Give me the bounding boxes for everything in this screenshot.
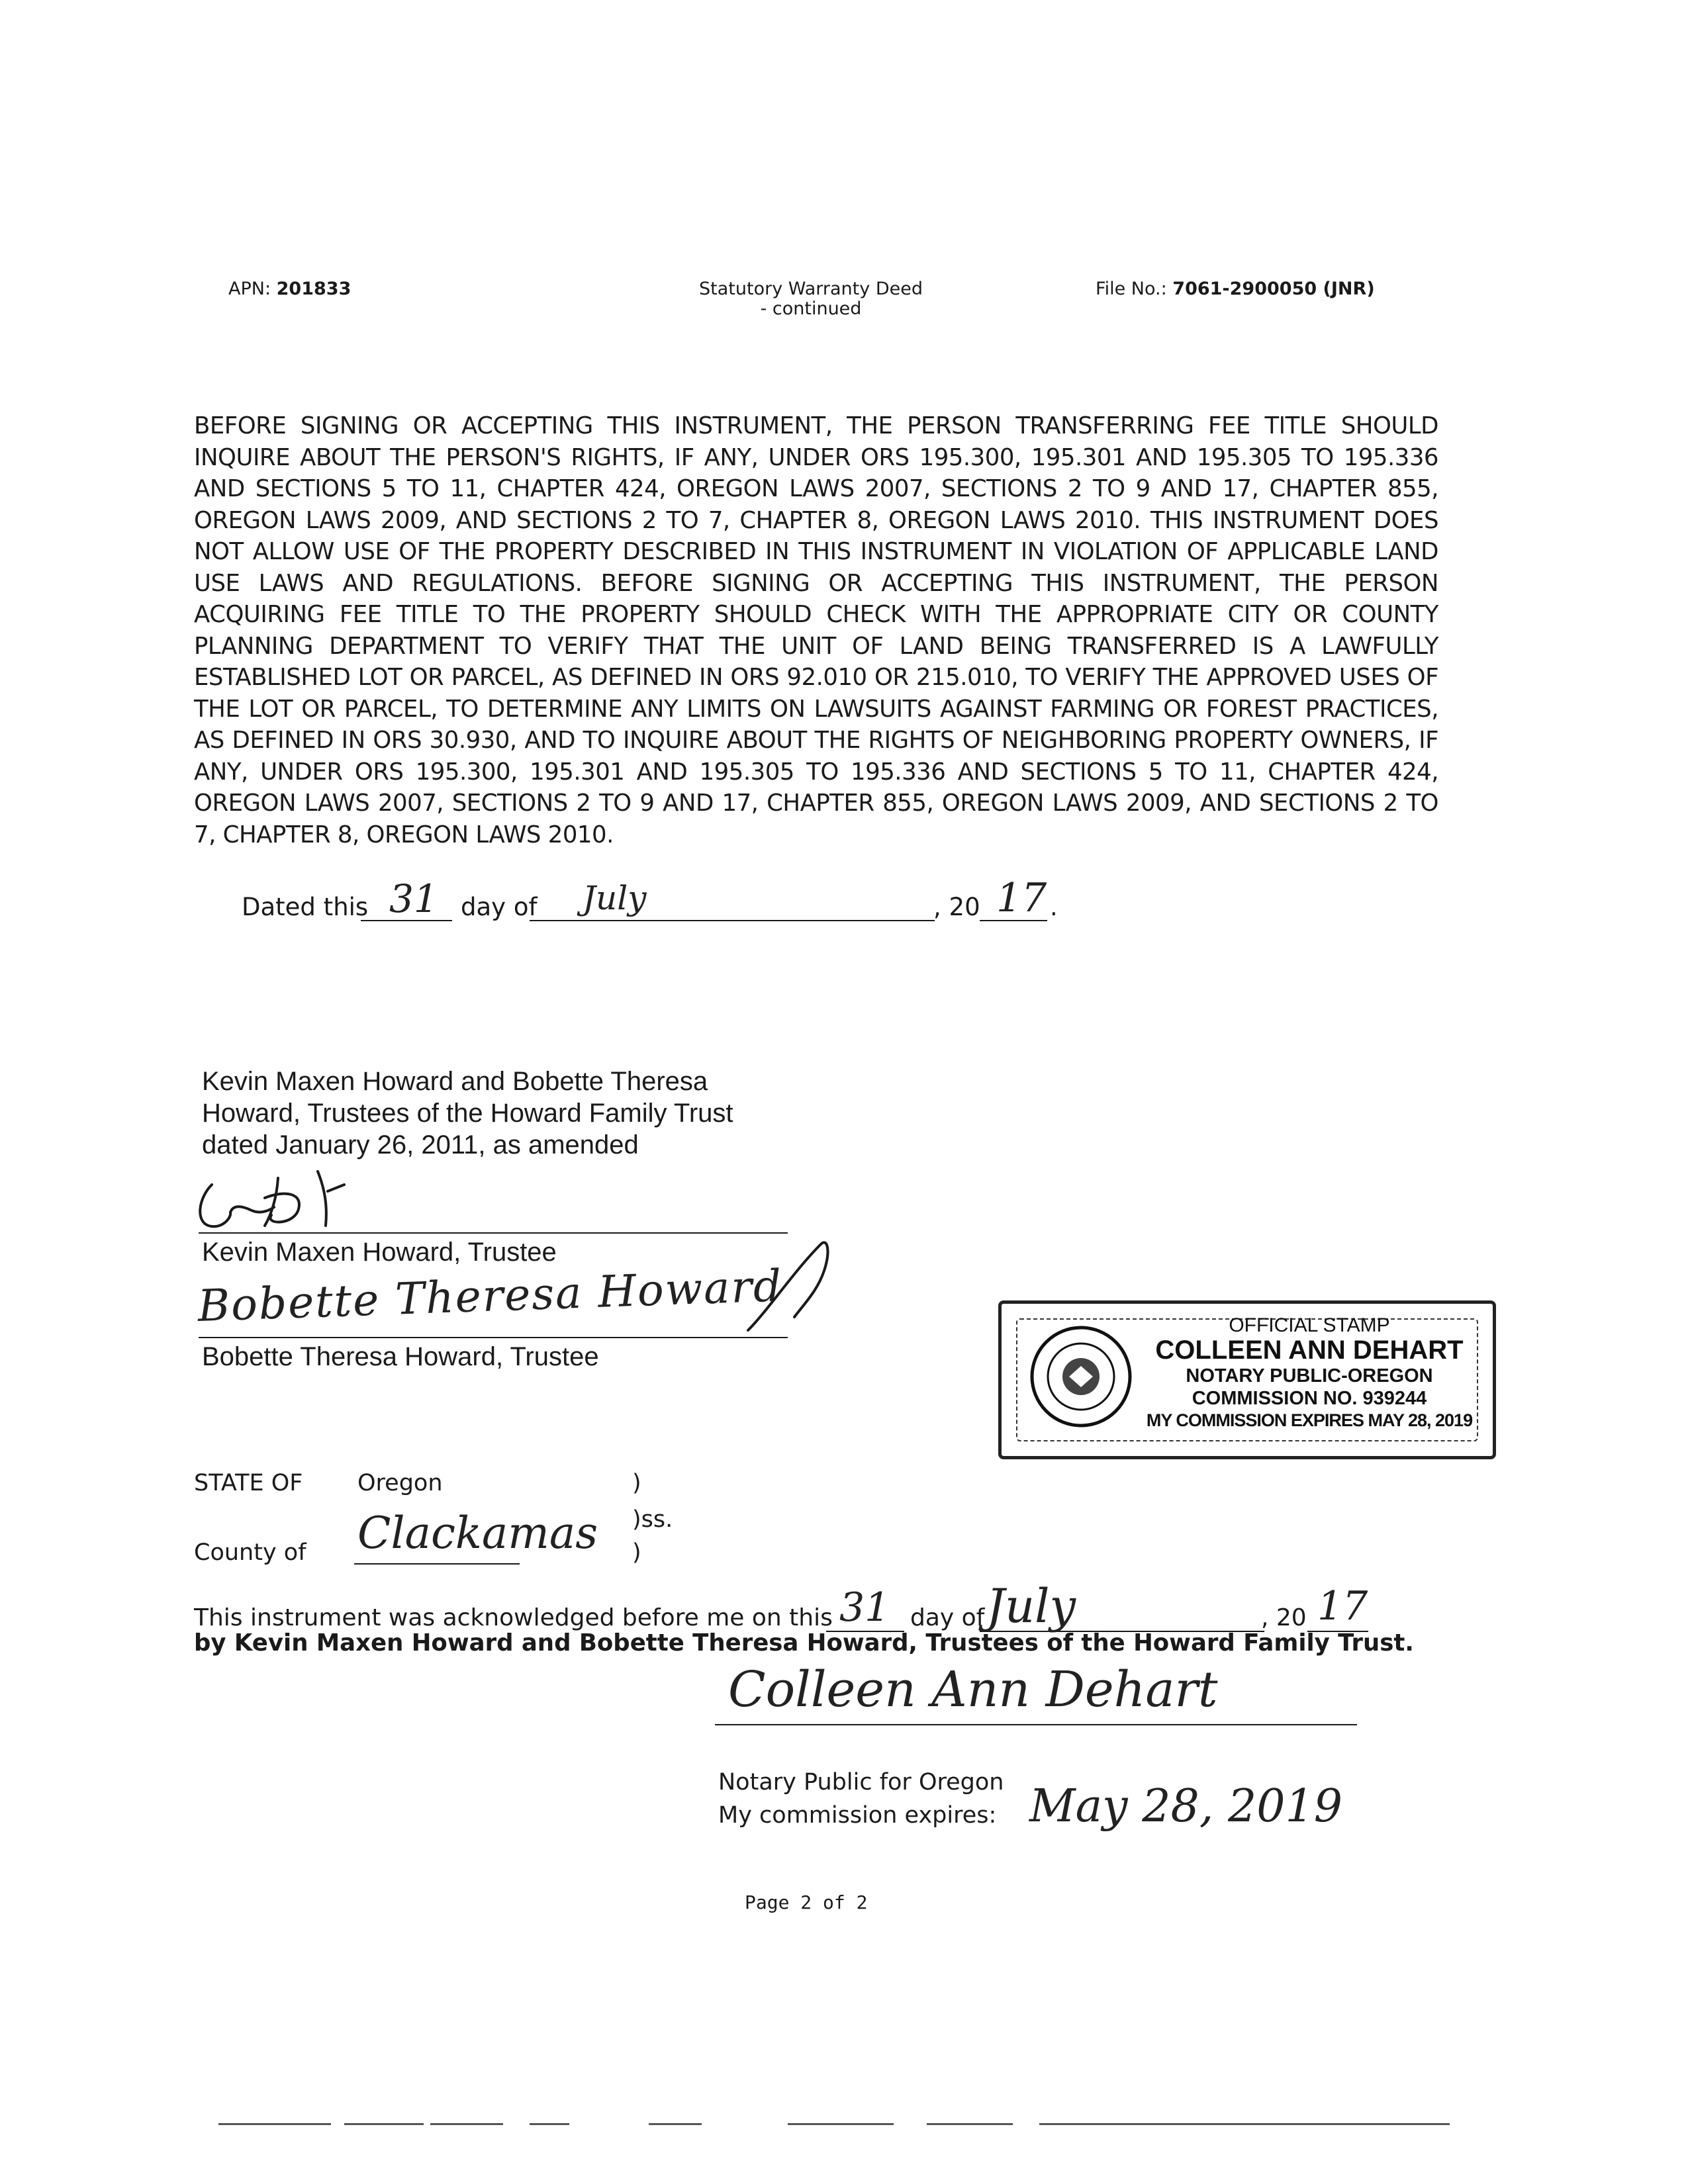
ack-by-line — [194, 1629, 1414, 1657]
county-underline — [354, 1563, 520, 1565]
stamp-line-5: MY COMMISSION EXPIRES MAY 28, 2019 — [1146, 1410, 1473, 1430]
signer-1: Kevin Maxen Howard, Trustee — [202, 1238, 557, 1267]
dated-month-handwritten: July — [583, 879, 647, 917]
dated-day-of: day of — [461, 893, 538, 921]
ack-by-label: by — [194, 1629, 226, 1657]
dated-prefix: Dated this — [242, 893, 369, 921]
notary-expires-handwritten: May 28, 2019 — [1029, 1780, 1343, 1833]
venue-ss: )ss. — [632, 1506, 673, 1533]
grantor-line-1: Kevin Maxen Howard and Bobette Theresa — [202, 1067, 708, 1096]
document-title-line: Statutory Warranty Deed — [699, 279, 923, 299]
grantor-line-3: dated January 26, 2011, as amended — [202, 1130, 639, 1160]
notary-signature: Colleen Ann Dehart — [728, 1661, 1218, 1718]
grantor-line-2: Howard, Trustees of the Howard Family Trust — [202, 1099, 733, 1128]
file-label: File No.: — [1096, 279, 1167, 299]
state-seal-icon — [1028, 1324, 1134, 1430]
ack-day-of: day of — [910, 1604, 985, 1631]
dated-year-handwritten: 17 — [996, 875, 1047, 921]
file-number — [1096, 279, 1375, 299]
signature-line-2 — [199, 1337, 788, 1338]
notary-stamp-text — [1141, 1316, 1478, 1431]
venue-paren-1: ) — [632, 1470, 641, 1496]
notary-stamp — [998, 1300, 1496, 1459]
document-subtitle: - continued — [760, 298, 862, 319]
apn — [228, 279, 351, 299]
state-value: Oregon — [357, 1470, 443, 1496]
file-value: 7061-2900050 (JNR) — [1172, 279, 1375, 299]
legal-notice: BEFORE SIGNING OR ACCEPTING THIS INSTRUMENT, THE PERSON TRANSFERRING FEE TITLE SHOULD INQUIRE ABOUT THE PERSON'S RIGHTS, IF ANY, UNDER ORS 195.300, 195.301 AND 195.305 TO 195.336 AND SECTIONS 5 TO 11, CHAPTER 424, OREGON LAWS 2007, SECTIONS 2 TO 9 AND 17, CHAPTER 855, OREGON LAWS 2009, AND SECTIONS 2 TO 7, CHAPTER 8, OREGON LAWS 2010. THIS INSTRUMENT DOES NOT ALLOW USE OF THE PROPERTY DESCRIBED IN THIS INSTRUMENT IN VIOLATION OF APPLICABLE LAND USE LAWS AND REGULATIONS. BEFORE SIGNING OR ACCEPTING THIS INSTRUMENT, THE PERSON ACQUIRING FEE TITLE TO THE PROPERTY SHOULD CHECK WITH THE APPROPRIATE CITY OR COUNTY PLANNING DEPARTMENT TO VERIFY THAT THE UNIT OF LAND BEING TRANSFERRED IS A LAWFULLY ESTABLISHED LOT OR PARCEL, AS DEFINED IN ORS 92.010 OR 215.010, TO VERIFY THE APPROVED USES OF THE LOT OR PARCEL, TO DETERMINE ANY LIMITS ON LAWSUITS AGAINST FARMING OR FOREST PRACTICES, AS DEFINED IN ORS 30.930, AND TO INQUIRE ABOUT THE RIGHTS OF NEIGHBORING PROPERTY OWNERS, IF ANY, UNDER ORS 195.300, 195.301 AND 195.305 TO 195.336 AND SECTIONS 5 TO 11, CHAPTER 424, OREGON LAWS 2007, SECTIONS 2 TO 9 AND 17, CHAPTER 855, OREGON LAWS 2009, AND SECTIONS 2 TO 7, CHAPTER 8, OREGON LAWS 2010. — [194, 412, 1438, 848]
notary-expires-label: My commission expires: — [718, 1802, 997, 1829]
apn-value: 201833 — [276, 279, 352, 299]
venue-paren-3: ) — [632, 1539, 641, 1566]
signature-line-1 — [199, 1232, 788, 1234]
stamp-line-1: OFFICIAL STAMP — [1229, 1314, 1390, 1336]
dated-day-handwritten: 31 — [389, 876, 438, 921]
dated-year-prefix: , 20 — [933, 893, 980, 921]
ack-year-handwritten: 17 — [1317, 1583, 1368, 1629]
signature-2-flourish — [741, 1231, 834, 1337]
notary-signature-line — [715, 1724, 1357, 1725]
signature-1-scribble — [192, 1152, 483, 1231]
dated-end: . — [1050, 893, 1058, 921]
notary-title: Notary Public for Oregon — [718, 1769, 1004, 1796]
document-title — [662, 279, 960, 319]
ack-by-names: Kevin Maxen Howard and Bobette Theresa Howard, Trustees of the Howard Family Trust. — [234, 1629, 1414, 1657]
stamp-line-4: COMMISSION NO. 939244 — [1192, 1388, 1427, 1409]
county-value-handwritten: Clackamas — [357, 1508, 598, 1559]
dated-line — [0, 875, 1688, 940]
signer-2: Bobette Theresa Howard, Trustee — [202, 1342, 599, 1371]
signature-2: Bobette Theresa Howard — [197, 1260, 784, 1332]
stamp-line-3: NOTARY PUBLIC-OREGON — [1186, 1365, 1433, 1387]
page-number: Page 2 of 2 — [745, 1891, 868, 1913]
stamp-line-2: COLLEEN ANN DEHART — [1155, 1336, 1464, 1365]
ack-year-prefix: , 20 — [1261, 1604, 1307, 1631]
apn-label: APN: — [228, 279, 271, 299]
ack-day-handwritten: 31 — [839, 1584, 890, 1631]
ack-month-handwritten: July — [986, 1579, 1076, 1633]
county-label: County of — [194, 1539, 306, 1566]
state-label: STATE OF — [194, 1470, 303, 1496]
ack-prefix: This instrument was acknowledged before me on this — [194, 1604, 833, 1631]
